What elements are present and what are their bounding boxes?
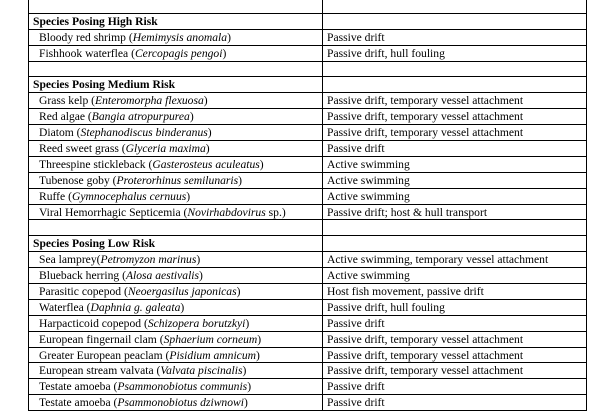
risk-category-text: Species Posing Low Risk: [33, 237, 156, 251]
table-row: [29, 284, 587, 300]
pathway-cell: [323, 252, 587, 268]
table-row: [29, 379, 587, 395]
empty-cell: [29, 220, 323, 236]
pathway-text: Host fish movement, passive drift: [327, 284, 484, 298]
table-row: [29, 252, 587, 268]
empty-cell: [29, 61, 323, 77]
table-row: [29, 109, 587, 125]
species-cell: Viral Hemorrhagic Septicemia (Novirhabdovirus sp.): [29, 204, 323, 220]
pathway-cell: [323, 379, 587, 395]
empty-cell: [323, 13, 587, 29]
species-scientific-name: Enteromorpha flexuosa: [95, 94, 204, 108]
species-common-name: Testate amoeba: [39, 380, 111, 394]
pathway-cell: [323, 363, 587, 379]
species-common-name: Parasitic copepod: [39, 284, 122, 298]
pathway-text: Active swimming, temporary vessel attachment: [327, 253, 549, 267]
species-common-name: Harpacticoid copepod: [39, 316, 142, 330]
empty-cell: [323, 77, 587, 93]
pathway-cell: [323, 156, 587, 172]
table-row: [29, 45, 587, 61]
species-common-name: European fingernail clam: [39, 332, 157, 346]
species-common-name: Grass kelp: [39, 94, 89, 108]
species-common-name: Red algae: [39, 110, 86, 124]
species-cell: Blueback herring (Alosa aestivalis): [29, 268, 323, 284]
species-cell: Diatom (Stephanodiscus binderanus): [29, 125, 323, 141]
pathway-text: Active swimming: [327, 189, 410, 203]
species-cell: European stream valvata (Valvata piscinalis): [29, 363, 323, 379]
species-cell: Red algae (Bangia atropurpurea): [29, 109, 323, 125]
pathway-cell: [323, 331, 587, 347]
pathway-text: Passive drift: [327, 316, 385, 330]
table-row: [29, 315, 587, 331]
empty-cell: [29, 0, 323, 13]
empty-cell: [323, 61, 587, 77]
empty-cell: [323, 236, 587, 252]
spacer-row: [29, 61, 587, 77]
table-row: [29, 268, 587, 284]
pathway-cell: [323, 45, 587, 61]
species-risk-table: [28, 0, 587, 411]
risk-category-label: [29, 236, 323, 252]
pathway-text: Passive drift, hull fouling: [327, 300, 445, 314]
pathway-text: Passive drift, temporary vessel attachment: [327, 348, 524, 362]
species-cell: Testate amoeba (Psammonobiotus communis): [29, 379, 323, 395]
species-risk-table-body: [29, 0, 587, 411]
species-scientific-name: Glyceria maxima: [125, 141, 206, 155]
species-scientific-name: Neoergasilus japonicas: [127, 284, 237, 298]
species-scientific-name: Psammonobiotus dziwnowi: [117, 396, 244, 410]
risk-category-text: Species Posing High Risk: [33, 14, 158, 28]
pathway-text: Passive drift: [327, 141, 385, 155]
species-common-name: Diatom: [39, 126, 74, 140]
species-cell: Testate amoeba (Psammonobiotus dziwnowi): [29, 395, 323, 411]
table-row: [29, 29, 587, 45]
species-common-name: Waterflea: [39, 300, 84, 314]
pathway-text: Passive drift, temporary vessel attachment: [327, 332, 524, 346]
pathway-text: Passive drift; host & hull transport: [327, 205, 488, 219]
table-row: [29, 204, 587, 220]
species-scientific-name: Alosa aestivalis: [125, 269, 200, 283]
species-common-name: Fishhook waterflea: [39, 46, 129, 60]
pathway-text: Passive drift, temporary vessel attachment: [327, 110, 524, 124]
pathway-text: Passive drift, temporary vessel attachment: [327, 94, 524, 108]
species-scientific-name: Cercopagis pengoi: [134, 46, 223, 60]
species-scientific-name: Psammonobiotus communis: [117, 380, 248, 394]
table-row: [29, 363, 587, 379]
species-cell: Bloody red shrimp (Hemimysis anomala): [29, 29, 323, 45]
species-scientific-name: Gymnocephalus cernuus: [71, 189, 187, 203]
species-cell: Tubenose goby (Proterorhinus semilunaris): [29, 172, 323, 188]
species-scientific-name: Hemimysis anomala: [132, 30, 228, 44]
species-cell: Parasitic copepod (Neoergasilus japonicas): [29, 284, 323, 300]
pathway-text: Passive drift: [327, 30, 385, 44]
spacer-row: [29, 220, 587, 236]
species-scientific-name: Proterorhinus semilunaris: [116, 173, 239, 187]
table-row: [29, 141, 587, 157]
risk-category-header-row: [29, 13, 587, 29]
empty-cell: [323, 0, 587, 13]
pathway-text: Passive drift, temporary vessel attachment: [327, 126, 524, 140]
table-row: [29, 395, 587, 411]
species-cell: Waterflea (Daphnia g. galeata): [29, 299, 323, 315]
pathway-text: Active swimming: [327, 269, 410, 283]
species-scientific-name: Valvata piscinalis: [160, 364, 243, 378]
species-common-name: Viral Hemorrhagic Septicemia: [39, 205, 181, 219]
species-scientific-name: Sphaerium corneum: [163, 332, 258, 346]
pathway-cell: [323, 315, 587, 331]
species-scientific-name: Pisidium amnicum: [169, 348, 256, 362]
species-common-name: Tubenose goby: [39, 173, 110, 187]
empty-cell: [323, 220, 587, 236]
pathway-text: Passive drift, temporary vessel attachment: [327, 364, 524, 378]
risk-category-header-row: [29, 77, 587, 93]
species-cell: Fishhook waterflea (Cercopagis pengoi): [29, 45, 323, 61]
pathway-cell: [323, 109, 587, 125]
species-cell: Ruffe (Gymnocephalus cernuus): [29, 188, 323, 204]
species-scientific-name: Stephanodiscus binderanus: [80, 126, 208, 140]
table-row: [29, 347, 587, 363]
pathway-cell: [323, 141, 587, 157]
species-scientific-name: Gasterosteus aculeatus: [152, 157, 260, 171]
table-row: [29, 156, 587, 172]
risk-category-header-row: [29, 236, 587, 252]
pathway-text: Passive drift: [327, 396, 385, 410]
species-cell: Grass kelp (Enteromorpha flexuosa): [29, 93, 323, 109]
species-scientific-name: Daphnia g. galeata: [90, 300, 181, 314]
pathway-cell: [323, 29, 587, 45]
spacer-row: [29, 0, 587, 13]
species-scientific-suffix: sp.: [265, 205, 282, 219]
pathway-cell: [323, 299, 587, 315]
species-scientific-name: Schizopera borutzkyi: [147, 316, 246, 330]
species-common-name: Sea lamprey: [39, 253, 97, 267]
species-common-name: Blueback herring: [39, 269, 120, 283]
species-common-name: Bloody red shrimp: [39, 30, 126, 44]
table-row: [29, 172, 587, 188]
pathway-cell: [323, 172, 587, 188]
pathway-cell: [323, 395, 587, 411]
pathway-cell: [323, 204, 587, 220]
pathway-cell: [323, 188, 587, 204]
pathway-text: Passive drift: [327, 380, 385, 394]
species-common-name: Ruffe: [39, 189, 66, 203]
species-scientific-name: Bangia atropurpurea: [91, 110, 190, 124]
table-row: [29, 331, 587, 347]
pathway-cell: [323, 93, 587, 109]
species-scientific-name: Petromyzon marinus: [100, 253, 197, 267]
pathway-cell: [323, 125, 587, 141]
species-cell: Greater European peaclam (Pisidium amnicum): [29, 347, 323, 363]
risk-category-label: [29, 13, 323, 29]
risk-category-label: [29, 77, 323, 93]
species-common-name: European stream valvata: [39, 364, 154, 378]
table-row: [29, 93, 587, 109]
species-common-name: Threespine stickleback: [39, 157, 146, 171]
species-cell: Harpacticoid copepod (Schizopera borutzkyi): [29, 315, 323, 331]
pathway-text: Passive drift, hull fouling: [327, 46, 445, 60]
table-row: [29, 299, 587, 315]
pathway-text: Active swimming: [327, 173, 410, 187]
species-common-name: Greater European peaclam: [39, 348, 163, 362]
table-row: [29, 188, 587, 204]
species-cell: Sea lamprey(Petromyzon marinus): [29, 252, 323, 268]
pathway-cell: [323, 284, 587, 300]
pathway-cell: [323, 347, 587, 363]
species-scientific-name: Novirhabdovirus: [187, 205, 266, 219]
table-row: [29, 125, 587, 141]
risk-category-text: Species Posing Medium Risk: [33, 78, 176, 92]
species-cell: Threespine stickleback (Gasterosteus aculeatus): [29, 156, 323, 172]
pathway-cell: [323, 268, 587, 284]
pathway-text: Active swimming: [327, 157, 410, 171]
species-cell: European fingernail clam (Sphaerium corneum): [29, 331, 323, 347]
species-cell: Reed sweet grass (Glyceria maxima): [29, 141, 323, 157]
species-common-name: Testate amoeba: [39, 396, 111, 410]
species-common-name: Reed sweet grass: [39, 141, 119, 155]
